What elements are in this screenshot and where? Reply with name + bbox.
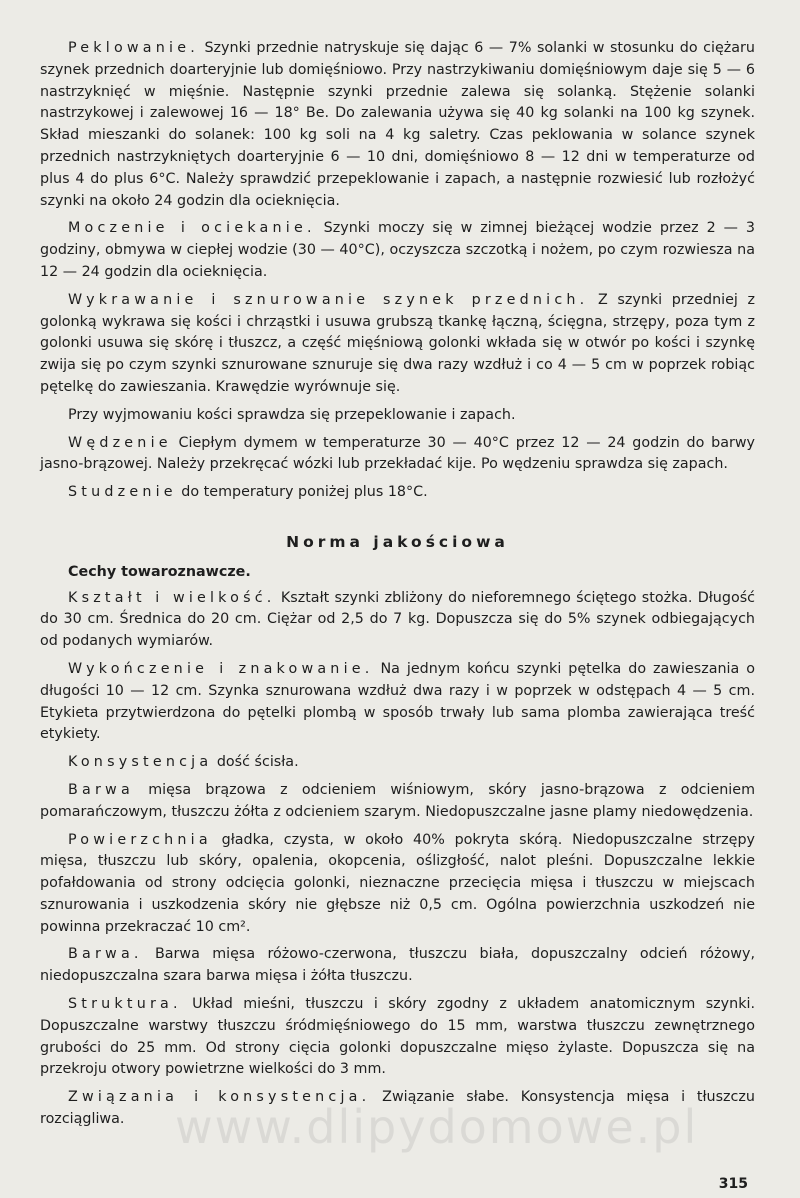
page-number: 315	[718, 1176, 748, 1192]
paragraph-lead: Powierzchnia	[68, 831, 212, 848]
watermark: www.dlipydomowe.pl	[175, 1100, 699, 1154]
paragraph-text: do temperatury poniżej plus 18°C.	[176, 484, 428, 501]
paragraph-text: Przy wyjmowaniu kości sprawdza się przepeklowanie i zapach.	[68, 406, 516, 423]
paragraph-lead: Związania i konsystencja.	[68, 1089, 371, 1106]
paragraph	[40, 588, 755, 653]
section-process	[40, 38, 755, 504]
paragraph-text: Szynki przednie natryskuje się dając 6 — 7% solanki w stosunku do ciężaru szynek przednich doarteryjnie lub domięśniowo. Przy nastrzykiwaniu domięśniowym daje się 5 — 6 nastrzyknięć w mięśnie. Następnie szynki przednie zalewa się solanką. Stężenie solanki nastrzykowej i zalewowej 16 — 18° Be. Do zalewania używa się 40 kg solanki na 100 kg szynek. Skład mieszanki do solanek: 100 kg soli na 4 kg saletry. Czas peklowania w solance szynek przednich nastrzykniętych doarteryjnie 6 — 10 dni, domięśniowo 8 — 12 dni w temperaturze od plus 4 do plus 6°C. Należy sprawdzić przepeklowanie i zapach, a następnie rozwiesić lub rozłożyć szynki na około 24 godzin dla ocieknięcia.	[40, 40, 755, 209]
paragraph-text: mięsa brązowa z odcieniem wiśniowym, skóry jasno-brązowa z odcieniem pomarańczowym, tłuszczu żółta z odcieniem szarym. Niedopuszczalne jasne plamy niedowędzenia.	[40, 781, 755, 820]
paragraph	[40, 944, 755, 988]
paragraph	[40, 38, 755, 212]
paragraph-text: Kształt szynki zbliżony do nieforemnego ściętego stożka. Długość do 30 cm. Średnica do 20 cm. Ciężar od 2,5 do 7 kg. Dopuszcza się do 5% szynek odbiegających od podanych wymiarów.	[40, 589, 755, 650]
paragraph-lead: Barwa.	[68, 946, 143, 963]
paragraph	[40, 482, 755, 504]
paragraph	[40, 994, 755, 1081]
paragraph-lead: Wykrawanie i sznurowanie szynek przednich.	[68, 291, 589, 308]
paragraph-text: Związanie słabe. Konsystencja mięsa i tłuszczu rozciągliwa.	[40, 1089, 755, 1128]
paragraph	[40, 290, 755, 399]
paragraph-lead: Wędzenie	[68, 434, 172, 451]
paragraph-text: dość ścisła.	[212, 754, 299, 771]
paragraph-text: Na jednym końcu szynki pętelka do zawieszania o długości 10 — 12 cm. Szynka sznurowana wzdłuż dwa razy i w poprzek w odstępach 4 — 5 cm. Etykieta przytwierdzona do pętelki plombą w sposób trwały lub sama plomba zawierająca treść etykiety.	[40, 660, 755, 743]
paragraph	[40, 659, 755, 746]
paragraph-text: Szynki moczy się w zimnej bieżącej wodzie przez 2 — 3 godziny, obmywa w ciepłej wodzie (30 — 40°C), oczyszcza szczotką i nożem, po czym rozwiesza na 12 — 24 godzin dla ocieknięcia.	[40, 220, 755, 280]
paragraph	[40, 405, 755, 427]
paragraph-lead: Moczenie i ociekanie.	[68, 220, 316, 237]
paragraph-lead: Kształt i wielkość.	[68, 589, 276, 606]
paragraph-text: Z szynki przedniej z golonką wykrawa się kości i chrząstki i usuwa grubszą tkankę łączną, ścięgna, strzępy, poza tym z golonki usuwa się skórę i tłuszcz, a część mięśniową golonki wkłada się w otwór po kości i szynkę zwija się po czym szynki sznurowane sznuruje się dwa razy wzdłuż i co 4 — 5 cm w poprzek robiąc pętelkę do zawieszania. Krawędzie wyrównuje się.	[40, 291, 755, 395]
section-heading: Norma jakościowa	[286, 532, 509, 551]
section-quality	[40, 588, 755, 1131]
paragraph-lead: Struktura.	[68, 996, 182, 1013]
paragraph-lead: Wykończenie i znakowanie.	[68, 660, 374, 677]
paragraph	[40, 218, 755, 283]
paragraph	[40, 752, 755, 774]
subheading: Cechy towaroznawcze.	[68, 563, 251, 580]
paragraph-text: Ciepłym dymem w temperaturze 30 — 40°C przez 12 — 24 godzin do barwy jasno-brązowej. Należy przekręcać wózki lub przekładać kije. Po wędzeniu sprawdza się zapach.	[40, 434, 755, 473]
paragraph-lead: Barwa	[68, 781, 134, 798]
paragraph-lead: Studzenie	[68, 484, 177, 501]
paragraph-lead: Peklowanie.	[68, 40, 199, 56]
paragraph	[40, 830, 755, 939]
paragraph-text: Barwa mięsa różowo-czerwona, tłuszczu biała, dopuszczalny odcień różowy, niedopuszczalna szara barwa mięsa i żółta tłuszczu.	[40, 946, 755, 985]
paragraph-text: Układ mieśni, tłuszczu i skóry zgodny z układem anatomicznym szynki. Dopuszczalne warstwy tłuszczu śródmięśniowego do 15 mm, warstwa tłuszczu zewnętrznego grubości do 25 mm. Od strony cięcia golonki dopuszczalne mięso żylaste. Dopuszcza się na przekroju otwory powietrzne wielkości do 3 mm.	[40, 996, 755, 1078]
paragraph-text: gładka, czysta, w około 40% pokryta skórą. Niedopuszczalne strzępy mięsa, tłuszczu lub skóry, opalenia, okopcenia, oślizgłość, nalot pleśni. Dopuszczalne lekkie pofałdowania od strony odcięcia golonki, nieznaczne przecięcia mięsa i tłuszczu w miejscach sznurowania i uszkodzenia skóry nie głębsze niż 0,5 cm. Ogólna powierzchnia uszkodzeń nie powinna przekraczać 10 cm².	[40, 831, 755, 935]
paragraph	[40, 780, 755, 824]
document-page	[40, 38, 755, 1137]
paragraph-lead: Konsystencja	[68, 754, 213, 771]
paragraph	[40, 433, 755, 477]
